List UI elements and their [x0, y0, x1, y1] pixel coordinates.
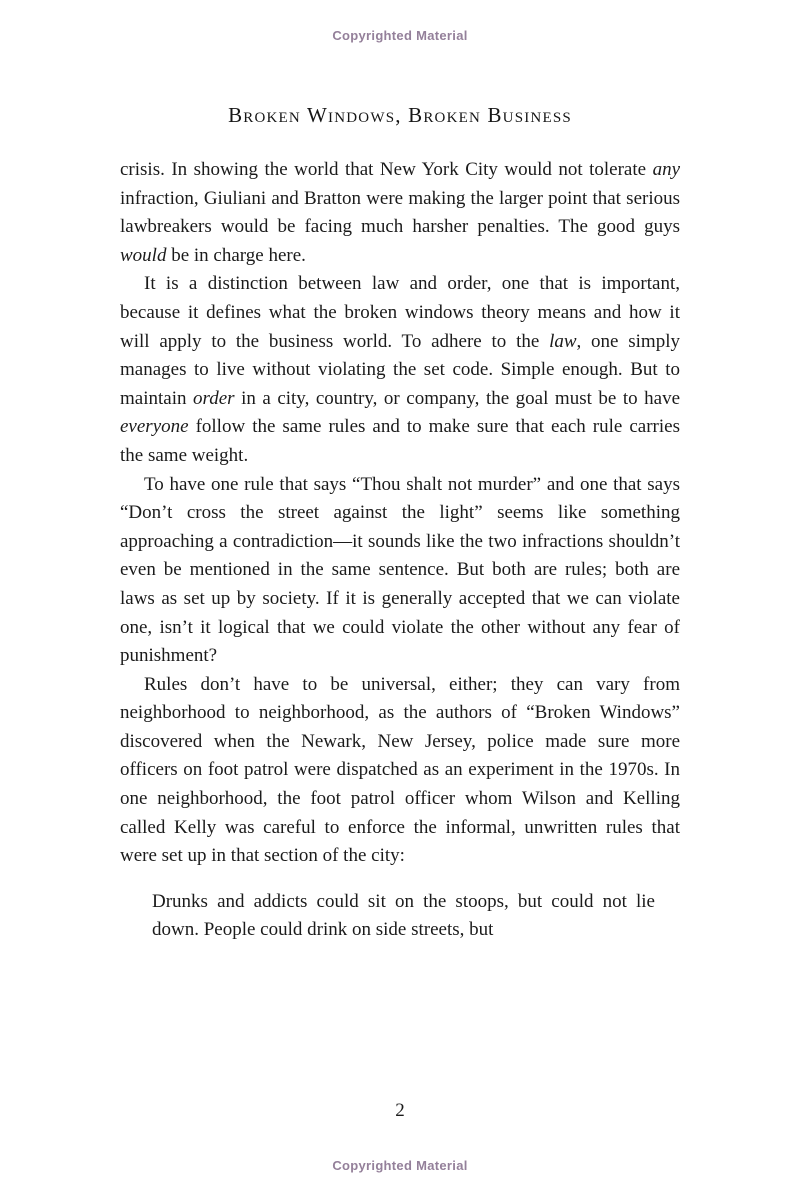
- text-run: crisis. In showing the world that New York City would not tolerate: [120, 159, 653, 180]
- body-text: [120, 156, 680, 945]
- italic-text: everyone: [120, 416, 189, 438]
- text-run: , one simply manages to live without violating the set code. Simple enough. But to maintain: [120, 330, 680, 409]
- text-run: It is a distinction between law and order, one that is important, because it defines what the broken windows theory means and how it will apply to the business world. To adhere to the: [120, 273, 680, 352]
- text-run: follow the same rules and to make sure that each rule carries the same weight.: [120, 416, 680, 466]
- paragraph: [120, 270, 680, 470]
- page-number: 2: [395, 1100, 405, 1121]
- text-run: be in charge here.: [166, 244, 306, 266]
- italic-text: order: [193, 387, 235, 409]
- block-quote: [152, 888, 655, 945]
- copyright-notice-bottom: Copyrighted Material: [332, 1158, 468, 1173]
- italic-text: any: [652, 159, 680, 180]
- text-run: infraction, Giuliani and Bratton were making the larger point that serious lawbreakers would be facing much harsher penalties. The good guys: [120, 187, 680, 238]
- paragraph: [120, 671, 680, 871]
- text-run: Rules don’t have to be universal, either; they can vary from neighborhood to neighborhood, as the authors of “Broken Windows” discovered when the Newark, New Jersey, police made sure more officers on foot patrol were dispatched as an experiment in the 1970s. In one neighborhood, the foot patrol officer whom Wilson and Kelling called Kelly was careful to enforce the informal, unwritten rules that were set up in that section of the city:: [120, 673, 680, 867]
- running-header: Broken Windows, Broken Business: [228, 103, 572, 127]
- copyright-notice-top: Copyrighted Material: [332, 28, 468, 43]
- italic-text: would: [120, 244, 167, 266]
- text-run: in a city, country, or company, the goal must be to have: [234, 387, 681, 409]
- text-run: To have one rule that says “Thou shalt not murder” and one that says “Don’t cross the street against the light” seems like something approaching a contradiction—it sounds like the two infractions shouldn’t even be mentioned in the same sentence. But both are rules; both are laws as set up by society. If it is generally accepted that we can violate one, isn’t it logical that we could violate the other without any fear of punishment?: [120, 473, 680, 667]
- text-run: Drunks and addicts could sit on the stoops, but could not lie down. People could drink on side streets, but: [152, 890, 655, 941]
- italic-text: law: [549, 330, 577, 352]
- paragraph: [120, 156, 680, 270]
- paragraph: [120, 471, 680, 671]
